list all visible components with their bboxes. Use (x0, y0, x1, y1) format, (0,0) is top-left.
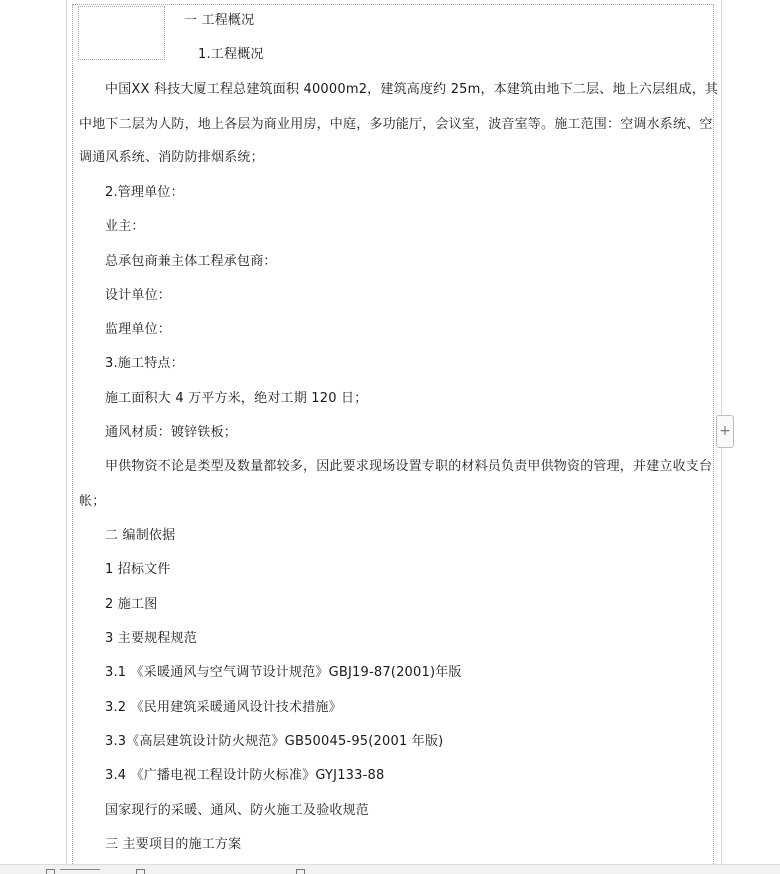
paragraph-line: 通风材质：镀锌铁板； (105, 425, 238, 440)
paragraph-line: 施工面积大 4 万平方米，绝对工期 120 日； (105, 391, 368, 406)
subheading-features: 3.施工特点： (105, 356, 184, 371)
status-bar (0, 864, 780, 874)
plus-icon: + (719, 423, 731, 439)
view-icon[interactable] (296, 869, 305, 874)
expand-panel-tab[interactable] (716, 415, 734, 448)
paragraph-line: 中国XX 科技大厦工程总建筑面积 40000m2，建筑高度约 25m，本建筑由地下二层、地上六层组成，其 (105, 82, 719, 97)
paragraph-line: 帐； (79, 494, 106, 509)
list-item: 国家现行的采暖、通风、防火施工及验收规范 (105, 803, 370, 818)
list-item: 2 施工图 (105, 597, 158, 612)
field-general-contractor: 总承包商兼主体工程承包商： (105, 254, 277, 269)
field-owner: 业主： (105, 219, 145, 234)
header-placeholder-box (78, 6, 165, 60)
paragraph-line: 甲供物资不论是类型及数量都较多，因此要求现场设置专职的材料员负责甲供物资的管理，并建立收支台 (105, 459, 713, 474)
page-icon[interactable] (46, 869, 55, 874)
heading-basis: 二 编制依据 (105, 528, 176, 543)
heading-main-plans: 三 主要项目的施工方案 (105, 837, 242, 852)
list-item: 1 招标文件 (105, 562, 171, 577)
list-item: 3.4 《广播电视工程设计防火标准》GYJ133-88 (105, 768, 385, 783)
subheading-management: 2.管理单位： (105, 185, 184, 200)
list-item: 3 主要规程规范 (105, 631, 198, 646)
list-item: 3.2 《民用建筑采暖通风设计技术措施》 (105, 700, 342, 715)
field-design-unit: 设计单位： (105, 288, 172, 303)
subheading-project-overview: 1.工程概况 (198, 47, 264, 62)
status-item (60, 869, 100, 874)
layout-icon[interactable] (136, 869, 145, 874)
field-supervision-unit: 监理单位： (105, 322, 172, 337)
list-item: 3.1 《采暖通风与空气调节设计规范》GBJ19-87(2001)年版 (105, 665, 462, 680)
heading-project-overview: 一 工程概况 (184, 13, 255, 28)
paragraph-line: 中地下二层为人防，地上各层为商业用房，中庭，多功能厅，会议室，波音室等。施工范围：空调水系统、空 (79, 117, 713, 132)
list-item: 3.3《高层建筑设计防火规范》GB50045-95(2001 年版) (105, 734, 444, 749)
paragraph-line: 调通风系统、消防防排烟系统； (79, 150, 264, 165)
